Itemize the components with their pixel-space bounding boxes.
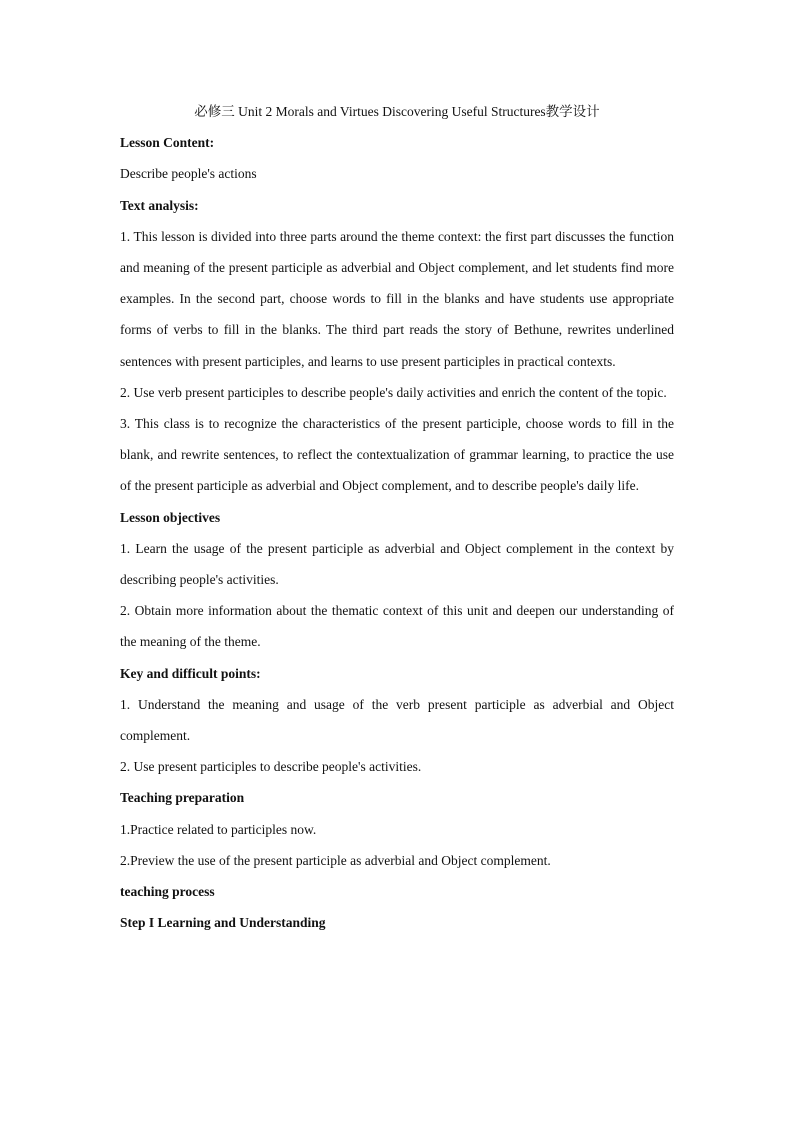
document-page bbox=[120, 96, 674, 938]
heading-teaching-preparation: Teaching preparation bbox=[120, 790, 245, 806]
document-title: 必修三 Unit 2 Morals and Virtues Discovering Useful Structures教学设计 bbox=[194, 104, 600, 119]
key-point-item-2: 2. Use present participles to describe people's activities. bbox=[120, 759, 422, 775]
lesson-objective-item-1: 1. Learn the usage of the present participle as adverbial and Object complement in the context by describing people's activities. bbox=[120, 540, 674, 588]
lesson-objective-item-2: 2. Obtain more information about the thematic context of this unit and deepen our understanding of the meaning of the theme. bbox=[120, 603, 674, 650]
text-analysis-item-1: 1. This lesson is divided into three parts around the theme context: the first part discusses the function and meaning of the present participle as adverbial and Object complement, and let students find more examples. In the second part, choose words to fill in the blanks and have students use appropriate forms of verbs to fill in the blanks. The third part reads the story of Bethune, rewrites underlined sentences with present participles, and learns to use present participles in practical contexts. bbox=[120, 228, 674, 369]
text-analysis-item-3: 3. This class is to recognize the characteristics of the present participle, choose words to fill in the blank, and rewrite sentences, to reflect the contextualization of grammar learning, to practice the use of the present participle as adverbial and Object complement, and to describe people's daily life. bbox=[120, 416, 674, 494]
heading-lesson-content: Lesson Content: bbox=[120, 135, 215, 151]
key-point-item-1: 1. Understand the meaning and usage of the verb present participle as adverbial and Object complement. bbox=[120, 696, 674, 744]
teaching-preparation-item-1: 1.Practice related to participles now. bbox=[120, 821, 317, 837]
teaching-preparation-item-2: 2.Preview the use of the present participle as adverbial and Object complement. bbox=[120, 852, 551, 868]
heading-text-analysis: Text analysis: bbox=[120, 197, 199, 213]
text-analysis-item-2: 2. Use verb present participles to describe people's daily activities and enrich the content of the topic. bbox=[120, 384, 667, 400]
lesson-content-text: Describe people's actions bbox=[120, 166, 257, 182]
heading-step-1: Step I Learning and Understanding bbox=[120, 915, 326, 931]
heading-lesson-objectives: Lesson objectives bbox=[120, 509, 221, 525]
heading-key-points: Key and difficult points: bbox=[120, 665, 261, 681]
heading-teaching-process: teaching process bbox=[120, 884, 215, 900]
